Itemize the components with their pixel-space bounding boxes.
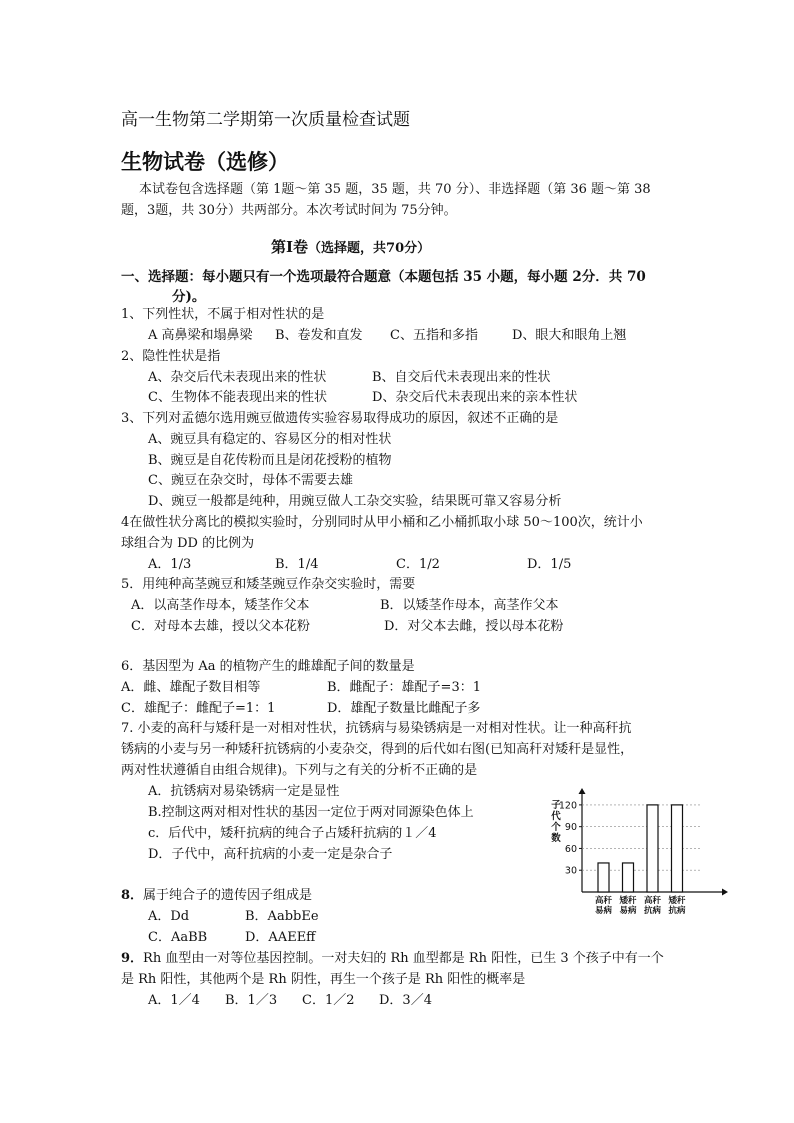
question-5-option-a: A．以高茎作母本，矮茎作父本 [131,598,310,613]
x-category-label: 高秆 [643,896,662,906]
question-4-option-a: A．1/3 [148,557,192,572]
question-9-stem-line-2: 是 Rh 阳性，其他两个是 Rh 阴性，再生一个孩子是 Rh 阳性的概率是 [121,972,526,987]
question-6-option-c: C．雄配子：雌配子=1：1 [121,701,276,716]
question-7-stem-line-2: 锈病的小麦与另一种矮秆抗锈病的小麦杂交，得到的后代如右图(已知高秆对矮秆是显性， [121,742,634,757]
x-category-label: 高秆 [594,896,613,906]
question-2-option-a: A、杂交后代未表现出来的性状 [148,370,327,385]
question-3-option-b: B、豌豆是自花传粉而且是闭花授粉的植物 [148,453,392,468]
question-5-option-d: D．对父本去雌，授以母本花粉 [384,619,564,634]
question-7-option-a: A．抗锈病对易染锈病一定是显性 [148,784,340,799]
x-category-label: 矮秆 [619,896,637,906]
question-7-option-c: c．后代中，矮秆抗病的纯合子占矮秆抗病的１／4 [148,826,437,841]
question-9-option-a: A．1／4 [148,993,200,1008]
y-axis-label-char: 个 [551,822,561,833]
question-2-option-b: B、自交后代未表现出来的性状 [372,370,551,385]
question-8-stem [121,887,312,905]
y-tick-label: 90 [564,822,577,834]
question-9-number: 9． [121,951,144,966]
question-7-option-d: D．子代中，高秆抗病的小麦一定是杂合子 [148,847,393,862]
question-1-option-d: D、眼大和眼角上翘 [512,328,627,343]
question-4-stem-line-1: 4在做性状分离比的模拟实验时，分别同时从甲小桶和乙小桶抓取小球 50～100次，统计小 [121,515,643,530]
intro-line-2: 题，3题，共 30分）共两部分。本次考试时间为 75分钟。 [121,203,457,218]
question-7-option-b: B.控制这两对相对性状的基因一定位于两对同源染色体上 [148,805,474,820]
y-axis-label-char: 代 [551,811,561,822]
question-8-text: 属于纯合子的遗传因子组成是 [143,888,313,903]
question-8-option-a: A．Dd [148,909,190,924]
intro-line-1: 本试卷包含选择题（第 1题～第 35 题，35 题，共 70 分）、非选择题（第 36 题～第 38 [139,182,651,197]
x-category-label: 矮秆 [668,896,686,906]
x-category-label: 抗病 [643,906,662,916]
question-9-option-b: B．1／3 [225,993,278,1008]
part-one-heading [271,236,430,257]
section-heading-line-2: 分)。 [172,289,206,305]
question-4-option-d: D．1/5 [527,557,572,572]
question-5-option-c: C．对母本去雄，授以父本花粉 [131,619,310,634]
question-8-number: 8． [121,888,144,903]
question-4-option-c: C．1/2 [396,557,440,572]
question-7-stem-line-1: 7. 小麦的高秆与矮秆是一对相对性状，抗锈病与易染锈病是一对相对性状。让一种高秆抗 [121,721,632,736]
y-axis-label-char: 数 [551,833,561,844]
y-axis-arrow-icon [579,788,586,794]
question-2-option-d: D、杂交后代未表现出来的亲本性状 [372,390,578,405]
question-5-stem: 5．用纯种高茎豌豆和矮茎豌豆作杂交实验时，需要 [121,577,416,592]
y-tick-label: 30 [564,865,577,877]
part-title-sub: （选择题，共70分） [308,241,431,256]
question-6-option-b: B．雌配子：雄配子=3：1 [327,680,481,695]
question-8-option-c: C．AaBB [148,930,208,945]
question-9-option-c: C．1／2 [302,993,355,1008]
question-3-stem: 3、下列对孟德尔选用豌豆做遗传实验容易取得成功的原因，叙述不正确的是 [121,411,559,426]
y-axis-label-char: 子 [551,800,561,811]
x-axis-arrow-icon [722,889,728,896]
offspring-bar-chart [548,786,728,918]
question-2-option-c: C、生物体不能表现出来的性状 [148,390,327,405]
question-6-stem: 6．基因型为 Aa 的植物产生的雌雄配子间的数量是 [121,659,415,674]
question-1-option-a: A 高鼻梁和塌鼻梁 [148,328,253,343]
question-6-option-d: D．雄配子数量比雌配子多 [327,701,481,716]
bar [623,863,634,892]
question-5-option-b: B．以矮茎作母本，高茎作父本 [380,598,559,613]
question-1-stem: 1、下列性状，不属于相对性状的是 [121,307,325,322]
question-2-stem: 2、隐性性状是指 [121,349,221,364]
question-8-option-b: B．AabbEe [245,909,319,924]
bar [672,805,683,892]
y-tick-label: 120 [558,800,577,812]
x-category-label: 易病 [619,906,637,916]
question-4-option-b: B．1/4 [275,557,319,572]
question-9-stem-line-1 [121,950,664,968]
exam-title: 生物试卷（选修） [121,150,289,174]
question-3-option-c: C、豌豆在杂交时，母体不需要去雄 [148,473,353,488]
x-category-label: 抗病 [668,906,686,916]
question-1-option-c: C、五指和多指 [390,328,478,343]
bar [598,863,609,892]
question-4-stem-line-2: 球组合为 DD 的比例为 [121,536,255,551]
question-8-option-d: D．AAEEff [245,930,316,945]
y-tick-label: 60 [564,843,577,855]
section-heading-line-1: 一、选择题：每小题只有一个选项最符合题意（本题包括 35 小题，每小题 2分．共 70 [121,269,646,285]
question-3-option-a: A、豌豆具有稳定的、容易区分的相对性状 [148,432,392,447]
document-title: 高一生物第二学期第一次质量检查试题 [121,110,410,130]
question-6-option-a: A．雌、雄配子数目相等 [121,680,261,695]
question-1-option-b: B、卷发和直发 [275,328,363,343]
x-category-label: 易病 [594,906,613,916]
question-3-option-d: D、豌豆一般都是纯种，用豌豆做人工杂交实验，结果既可靠又容易分析 [148,494,562,509]
part-title-main: 第Ⅰ卷 [271,238,309,256]
question-7-stem-line-3: 两对性状遵循自由组合规律)。下列与之有关的分析不正确的是 [121,763,478,778]
bar [647,805,658,892]
question-9-text: Rh 血型由一对等位基因控制。一对夫妇的 Rh 血型都是 Rh 阳性，已生 3 个孩子中有一个 [143,951,664,966]
question-9-option-d: D．3／4 [379,993,432,1008]
